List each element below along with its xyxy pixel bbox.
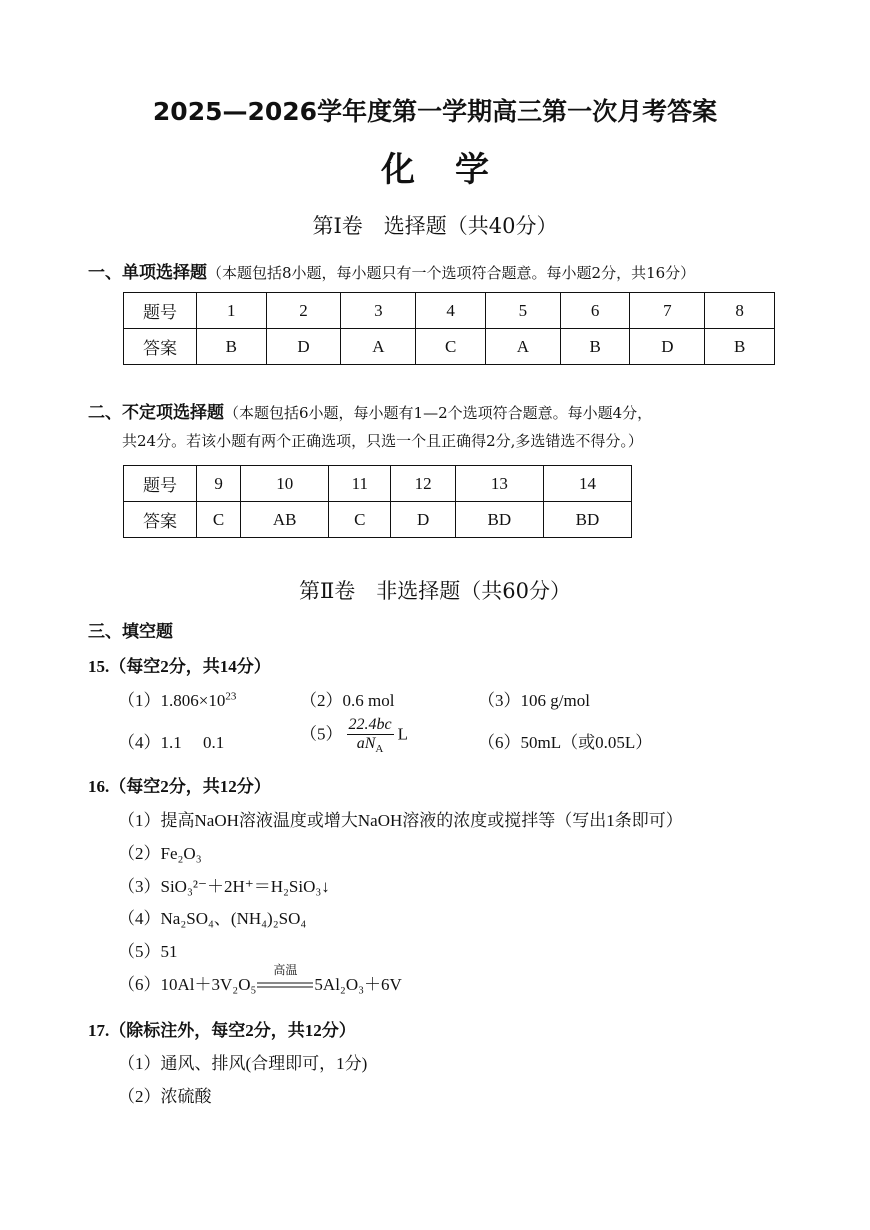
q-number: 3 [341, 293, 416, 329]
q15-answer-3: （3）106 g/mol [478, 691, 590, 710]
q15-answer-2: （2）0.6 mol [300, 691, 395, 710]
q16-answer-3: （3）SiO₃²⁻＋2H⁺＝H₂SiO₃↓ [118, 877, 330, 896]
equals-arrow-icon [256, 980, 314, 990]
answer-table-1 [123, 292, 775, 365]
q-number: 6 [560, 293, 630, 329]
q15-a5-prefix: （5） [300, 724, 343, 744]
q-number: 4 [416, 293, 486, 329]
q15-answer-6: （6）50mL（或0.05L） [478, 733, 653, 752]
q-number: 13 [455, 466, 543, 502]
section2-note-2: 共24分。若该小题有两个正确选项，只选一个且正确得2分,多选错选不得分。） [122, 432, 643, 450]
answer-cell: A [485, 329, 560, 365]
q15-a1-text: （1）1.806×10 [118, 691, 226, 710]
answer-cell: A [341, 329, 416, 365]
q-number: 7 [630, 293, 705, 329]
q-number: 8 [705, 293, 775, 329]
answer-cell: B [560, 329, 630, 365]
row-head-a: 答案 [124, 329, 197, 365]
row-head-q: 题号 [124, 466, 197, 502]
q-number: 12 [391, 466, 455, 502]
q16-answer-4: （4）Na₂SO₄、(NH₄)₂SO₄ [118, 909, 307, 928]
part2-heading: 第Ⅱ卷 非选择题（共60分） [299, 579, 571, 603]
q16-answer-6 [118, 963, 402, 995]
section2-heading [88, 398, 652, 423]
q15-answer-1 [118, 686, 236, 711]
q16-answer-1: （1）提高NaOH溶液温度或增大NaOH溶液的浓度或搅拌等（写出1条即可） [118, 811, 683, 830]
q-number: 11 [329, 466, 391, 502]
q15-answer-5 [300, 716, 408, 755]
table-row [124, 329, 775, 365]
q-number: 5 [485, 293, 560, 329]
q17-answer-2: （2）浓硫酸 [118, 1087, 212, 1106]
q16-heading: 16.（每空2分，共12分） [88, 777, 271, 796]
q-number: 1 [197, 293, 267, 329]
q15-a5-unit: L [397, 724, 408, 744]
section3-heading [88, 617, 173, 642]
section1-note: （本题包括8小题，每小题只有一个选项符合题意。每小题2分，共16分） [207, 264, 696, 282]
answer-cell: C [416, 329, 486, 365]
q15-answer-4: （4）1.1 0.1 [118, 733, 225, 752]
answer-cell: B [705, 329, 775, 365]
fraction-numerator: 22.4bc [348, 716, 392, 733]
part1-heading: 第Ⅰ卷 选择题（共40分） [312, 214, 558, 238]
section2-note-line2 [122, 430, 643, 451]
q17-answer-1: （1）通风、排风(合理即可，1分) [118, 1054, 368, 1073]
q-number: 9 [197, 466, 241, 502]
q16-answer-5: （5）51 [118, 942, 178, 961]
q15-a5-fraction [347, 716, 394, 755]
q-number: 14 [543, 466, 631, 502]
answer-table-2 [123, 465, 632, 538]
answer-cell: BD [543, 502, 631, 538]
answer-cell: BD [455, 502, 543, 538]
row-head-a: 答案 [124, 502, 197, 538]
reaction-condition [256, 963, 314, 995]
answer-cell: C [329, 502, 391, 538]
section2-label: 二、不定项选择题 [88, 403, 224, 423]
document-title: 2025—2026学年度第一学期高三第一次月考答案 [152, 97, 718, 126]
q17-heading: 17.（除标注外，每空2分，共12分） [88, 1021, 356, 1040]
q15-heading: 15.（每空2分，共14分） [88, 657, 271, 676]
q16-a6-left: （6）10Al＋3V₂O₅ [118, 975, 257, 994]
answer-cell: D [391, 502, 455, 538]
section3-label: 三、填空题 [88, 622, 173, 642]
q-number: 2 [266, 293, 341, 329]
denominator-main: aN [356, 735, 376, 752]
section1-heading [88, 258, 695, 283]
answer-cell: C [197, 502, 241, 538]
table-row [124, 502, 632, 538]
section1-label: 一、单项选择题 [88, 263, 207, 283]
answer-cell: AB [241, 502, 329, 538]
q-number: 10 [241, 466, 329, 502]
q15-a1-exponent: 23 [225, 690, 237, 703]
condition-label: 高温 [273, 963, 298, 977]
answer-cell: B [197, 329, 267, 365]
fraction-denominator [347, 735, 394, 755]
table-row [124, 466, 632, 502]
q16-a6-right: 5Al₂O₃＋6V [314, 975, 402, 994]
answer-cell: D [630, 329, 705, 365]
q16-answer-2: （2）Fe₂O₃ [118, 844, 202, 863]
table-row [124, 293, 775, 329]
row-head-q: 题号 [124, 293, 197, 329]
answer-cell: D [266, 329, 341, 365]
subject-title: 化学 [381, 150, 529, 190]
denominator-subscript: A [375, 743, 384, 756]
section2-note-1: （本题包括6小题，每小题有1—2个选项符合题意。每小题4分， [224, 404, 653, 422]
